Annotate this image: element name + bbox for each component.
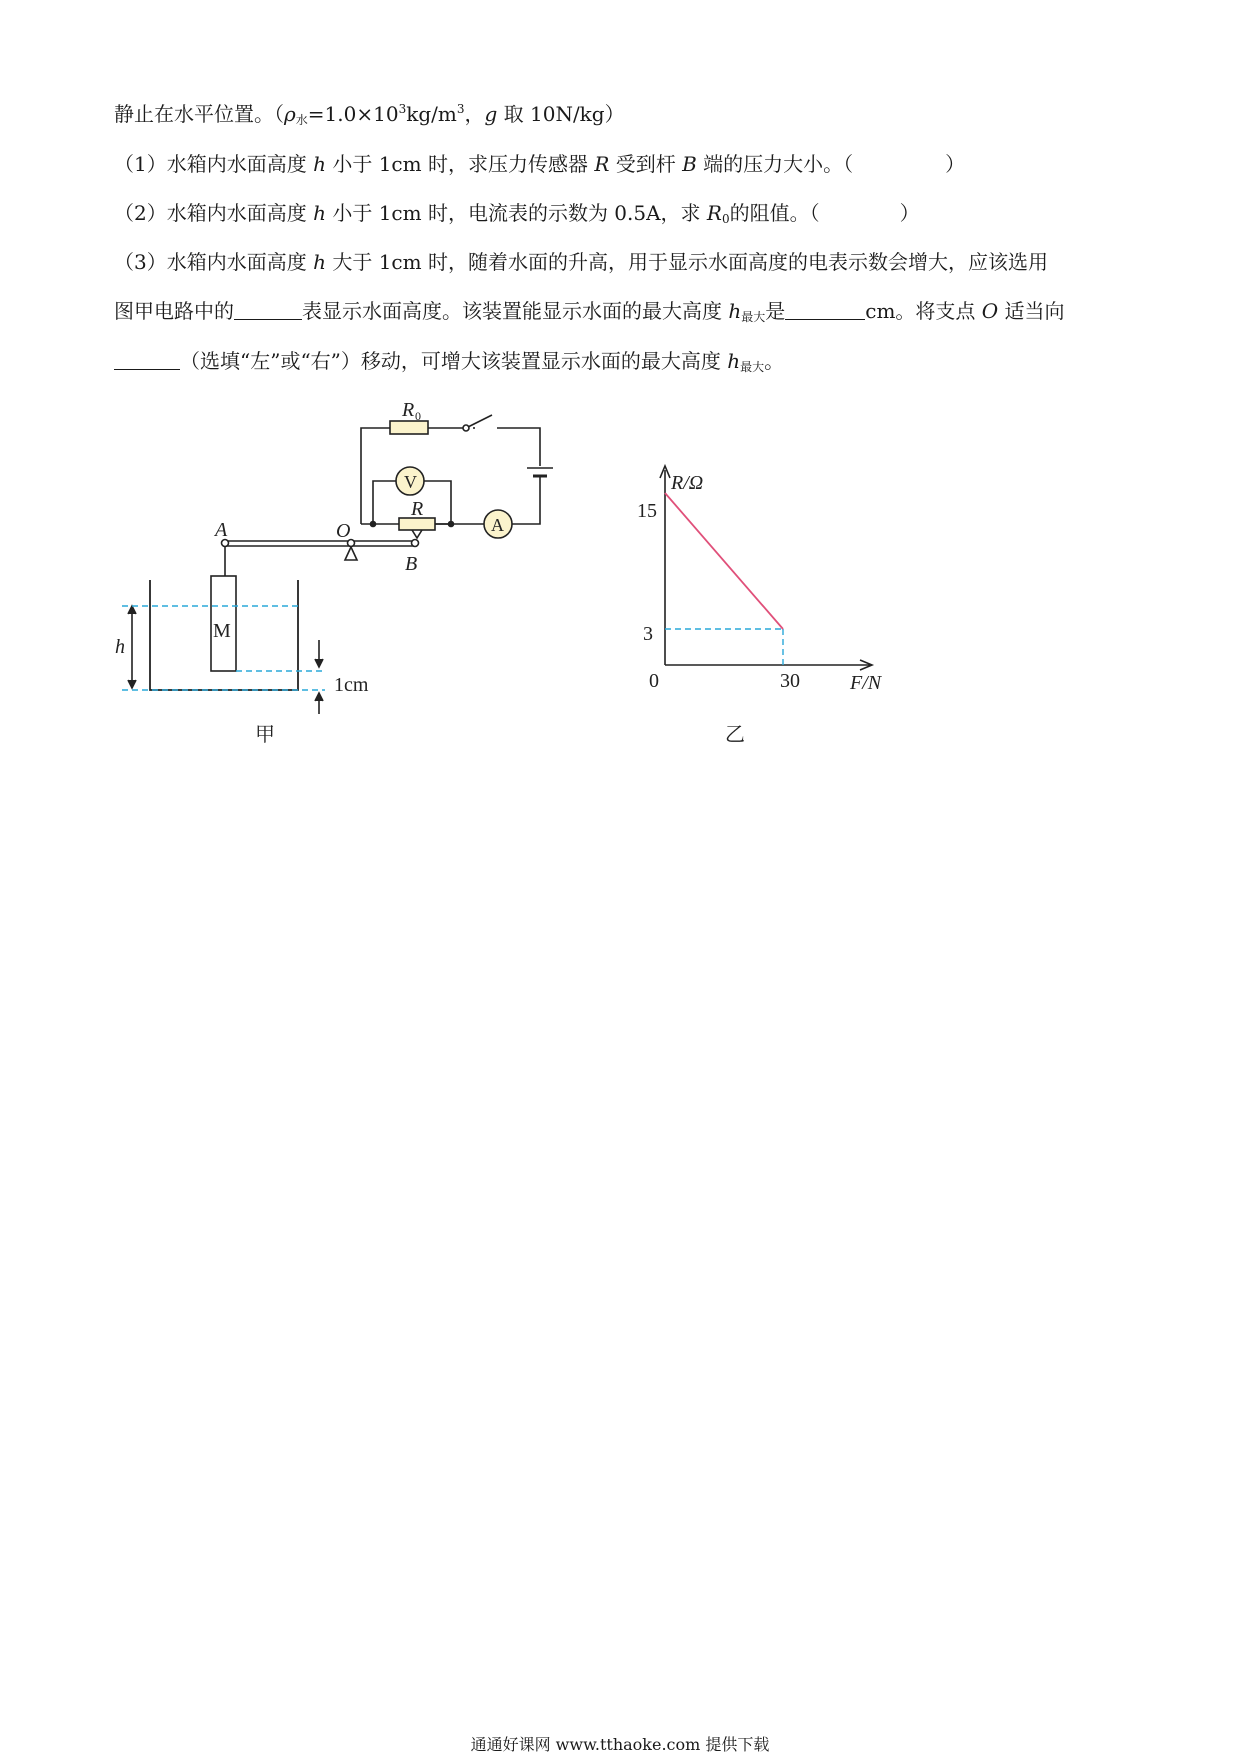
caption-jia: 甲 — [255, 724, 275, 746]
tick-label-15: 15 — [637, 500, 657, 522]
q3-h-2: h — [728, 299, 742, 323]
q3-O: O — [981, 299, 999, 323]
q3-text-2: 大于 1cm 时，随着水面的升高，用于显示水面高度的电表示数会增大，应该选用 — [325, 250, 1048, 274]
q1-number: （1） — [114, 152, 167, 176]
q3-h: h — [313, 250, 326, 274]
q3-text-5: 是 — [765, 299, 786, 323]
tick-label-3: 3 — [643, 623, 653, 645]
h-arrow-top — [128, 606, 136, 614]
q2-text-3: 的阻值。（ — [729, 201, 820, 225]
q3-number: （3） — [114, 250, 167, 274]
q1-h: h — [313, 152, 326, 176]
q1-text-4: 端的压力大小。（ — [696, 152, 854, 176]
junction-left — [371, 522, 376, 527]
point-B — [412, 540, 419, 547]
label-R0: R — [402, 399, 415, 421]
rho-symbol: ρ — [284, 102, 296, 126]
label-A: A — [215, 519, 228, 541]
q3-hmax-subscript-2: 最大 — [740, 360, 765, 374]
q2-text: 水箱内水面高度 — [166, 201, 314, 225]
series-line — [665, 493, 783, 629]
ammeter-label: A — [491, 515, 504, 535]
q3-hmax-subscript: 最大 — [741, 310, 766, 324]
label-R0-subscript: 0 — [415, 409, 421, 423]
q2-number: （2） — [114, 201, 167, 225]
q3-text: 水箱内水面高度 — [166, 250, 314, 274]
sensor-foot — [412, 530, 422, 538]
h-arrow-bottom — [128, 680, 136, 688]
q1-R: R — [594, 152, 610, 176]
rho-subscript: 水 — [295, 113, 308, 127]
label-1cm: 1cm — [334, 674, 369, 696]
gap-arrow-bottom — [315, 693, 323, 701]
q1-text: 水箱内水面高度 — [166, 152, 314, 176]
label-O: O — [336, 520, 351, 542]
fulcrum — [345, 547, 357, 560]
figure-jia — [128, 415, 553, 714]
g-symbol: g — [484, 102, 498, 126]
label-B: B — [405, 553, 418, 575]
q2-close: ） — [899, 201, 920, 225]
switch-pivot — [463, 425, 469, 431]
rho-exponent: 3 — [398, 102, 407, 116]
switch-blade — [468, 415, 492, 427]
wire-V-left — [373, 481, 396, 524]
origin-label: 0 — [649, 670, 659, 692]
q3-text-4: 表显示水面高度。该装置能显示水面的最大高度 — [302, 299, 729, 323]
q1-text-3: 受到杆 — [609, 152, 683, 176]
q2-R: R — [706, 201, 722, 225]
gap-arrow-top — [315, 659, 323, 667]
figure-jia-labels — [115, 399, 504, 746]
label-M: M — [213, 620, 231, 642]
q3-text-3: 图甲电路中的 — [114, 299, 234, 323]
wire-right-top — [497, 428, 540, 466]
rho-unit-exponent: 3 — [456, 102, 465, 116]
rho-unit: kg/m — [406, 102, 457, 126]
footer-text: 通通好课网 www.tthaoke.com 提供下载 — [470, 1735, 770, 1754]
q2-h: h — [313, 201, 326, 225]
intro-open: （ — [274, 102, 284, 126]
tick-label-30: 30 — [780, 670, 800, 692]
y-axis-label — [670, 472, 703, 494]
g-text: 取 10N/kg — [497, 102, 605, 126]
q3-text-7: 适当向 — [998, 299, 1065, 323]
q3-h-3: h — [727, 349, 741, 373]
q2-R-subscript: 0 — [721, 212, 730, 226]
intro-sep: ， — [464, 102, 485, 126]
q3-text-6: cm。将支点 — [865, 299, 982, 323]
wire-right-bottom — [512, 476, 540, 524]
voltmeter-label: V — [404, 472, 417, 492]
q3-text-8: （选填“左”或“右”）移动，可增大该装置显示水面的最大高度 — [180, 349, 728, 373]
x-axis-label-text: F/N — [850, 672, 882, 694]
x-axis-label — [849, 672, 883, 694]
figure-yi — [637, 466, 883, 746]
chart-guides — [665, 629, 783, 665]
q1-text-2: 小于 1cm 时，求压力传感器 — [325, 152, 595, 176]
intro-text: 静止在水平位置。 — [114, 102, 274, 126]
figures-svg — [0, 0, 1240, 780]
q1-close: ） — [945, 152, 966, 176]
q2-text-2: 小于 1cm 时，电流表的示数为 0.5A，求 — [325, 201, 707, 225]
q1-B: B — [682, 152, 697, 176]
resistor-R0 — [390, 421, 428, 434]
caption-yi: 乙 — [725, 724, 745, 746]
rho-value: =1.0×10 — [307, 102, 399, 126]
y-axis-label-text: R/Ω — [671, 472, 704, 494]
label-h: h — [115, 636, 125, 658]
junction-right — [449, 522, 454, 527]
q3-text-9: 。 — [764, 349, 785, 373]
label-R: R — [411, 498, 424, 520]
intro-close: ） — [604, 102, 625, 126]
